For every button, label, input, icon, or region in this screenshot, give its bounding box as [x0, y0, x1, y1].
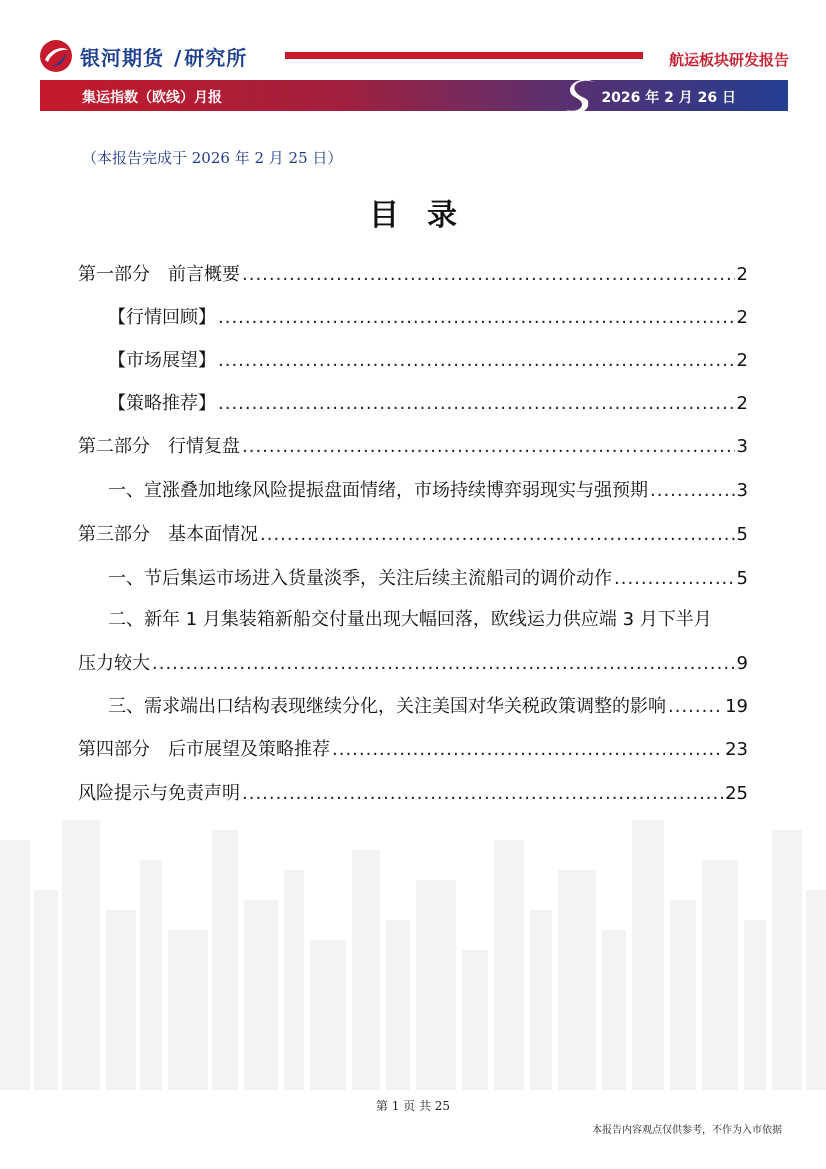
toc-leader: [650, 476, 735, 506]
toc-entry-page: 9: [736, 653, 748, 674]
toc-entry-page: 19: [725, 696, 748, 717]
toc-entry-text: 风险提示与免责声明: [78, 783, 240, 804]
toc-entry[interactable]: [108, 564, 748, 594]
galaxy-logo-icon: [38, 38, 74, 74]
toc-entry[interactable]: [78, 432, 748, 462]
skyline-watermark: [0, 800, 826, 1090]
toc-entry[interactable]: [78, 520, 748, 550]
toc-entry-page: 2: [736, 307, 748, 328]
report-series: 航运板块研发报告: [668, 51, 789, 69]
toc-entry[interactable]: [108, 303, 748, 333]
toc-entry-page: 25: [725, 783, 748, 804]
brand-separator: /: [173, 45, 183, 70]
toc-entry-text: 【策略推荐】: [108, 393, 216, 414]
toc-entry-text: 三、需求端出口结构表现继续分化，关注美国对华关税政策调整的影响: [108, 696, 666, 717]
toc-entry[interactable]: [78, 260, 748, 290]
toc-entry-text: 第二部分 行情复盘: [78, 436, 240, 457]
toc-entry[interactable]: [108, 346, 748, 376]
brand-name: 银河期货: [80, 45, 164, 70]
footer-disclaimer: 本报告内容观点仅供参考，不作为入市依据: [592, 1125, 782, 1136]
toc-leader: [242, 432, 735, 462]
toc-entry-page: 5: [736, 524, 748, 545]
toc-entry-page: 23: [725, 739, 748, 760]
report-date: 2026 年 2 月 26 日: [601, 90, 736, 106]
report-banner: [40, 80, 788, 111]
toc-leader: [218, 303, 735, 333]
toc-heading: 目录: [369, 198, 485, 233]
toc-entry-text: 压力较大: [78, 653, 150, 674]
brand-logo: [38, 38, 247, 74]
toc-entry-text: 第四部分 后市展望及策略推荐: [78, 739, 330, 760]
toc-leader: [152, 649, 735, 679]
toc-leader: [242, 260, 735, 290]
toc-entry-text: 一、宣涨叠加地缘风险提振盘面情绪，市场持续博弈弱现实与强预期: [108, 480, 648, 501]
toc-entry-wrapped-line[interactable]: 二、新年 1 月集装箱新船交付量出现大幅回落，欧线运力供应端 3 月下半月: [108, 609, 712, 630]
toc-leader: [668, 692, 723, 722]
toc-leader: [260, 520, 735, 550]
toc-entry[interactable]: [108, 692, 748, 722]
toc-entry-text: 第一部分 前言概要: [78, 264, 240, 285]
toc-entry[interactable]: [108, 389, 748, 419]
toc-entry-page: 2: [736, 350, 748, 371]
toc-leader: [332, 735, 723, 765]
toc-entry-text: 【市场展望】: [108, 350, 216, 371]
page-indicator: 第 1 页 共 25: [375, 1099, 451, 1113]
toc-entry[interactable]: [78, 735, 748, 765]
toc-leader: [614, 564, 735, 594]
completion-note: （本报告完成于 2026 年 2 月 25 日）: [82, 149, 343, 167]
toc-entry-text: 【行情回顾】: [108, 307, 216, 328]
header-red-rule: [285, 52, 643, 59]
toc-entry-text: 第三部分 基本面情况: [78, 524, 258, 545]
toc-entry[interactable]: [78, 649, 748, 679]
toc-entry-page: 3: [736, 436, 748, 457]
toc-entry[interactable]: [108, 476, 748, 506]
toc-entry-page: 2: [736, 264, 748, 285]
toc-entry-page: 2: [736, 393, 748, 414]
toc-entry-page: 3: [736, 480, 748, 501]
toc-entry-page: 5: [736, 568, 748, 589]
report-title: 集运指数（欧线）月报: [82, 90, 222, 106]
toc-leader: [218, 389, 735, 419]
brand-department: 研究所: [184, 45, 248, 70]
toc-leader: [218, 346, 735, 376]
toc-entry-text: 一、节后集运市场进入货量淡季，关注后续主流船司的调价动作: [108, 568, 612, 589]
